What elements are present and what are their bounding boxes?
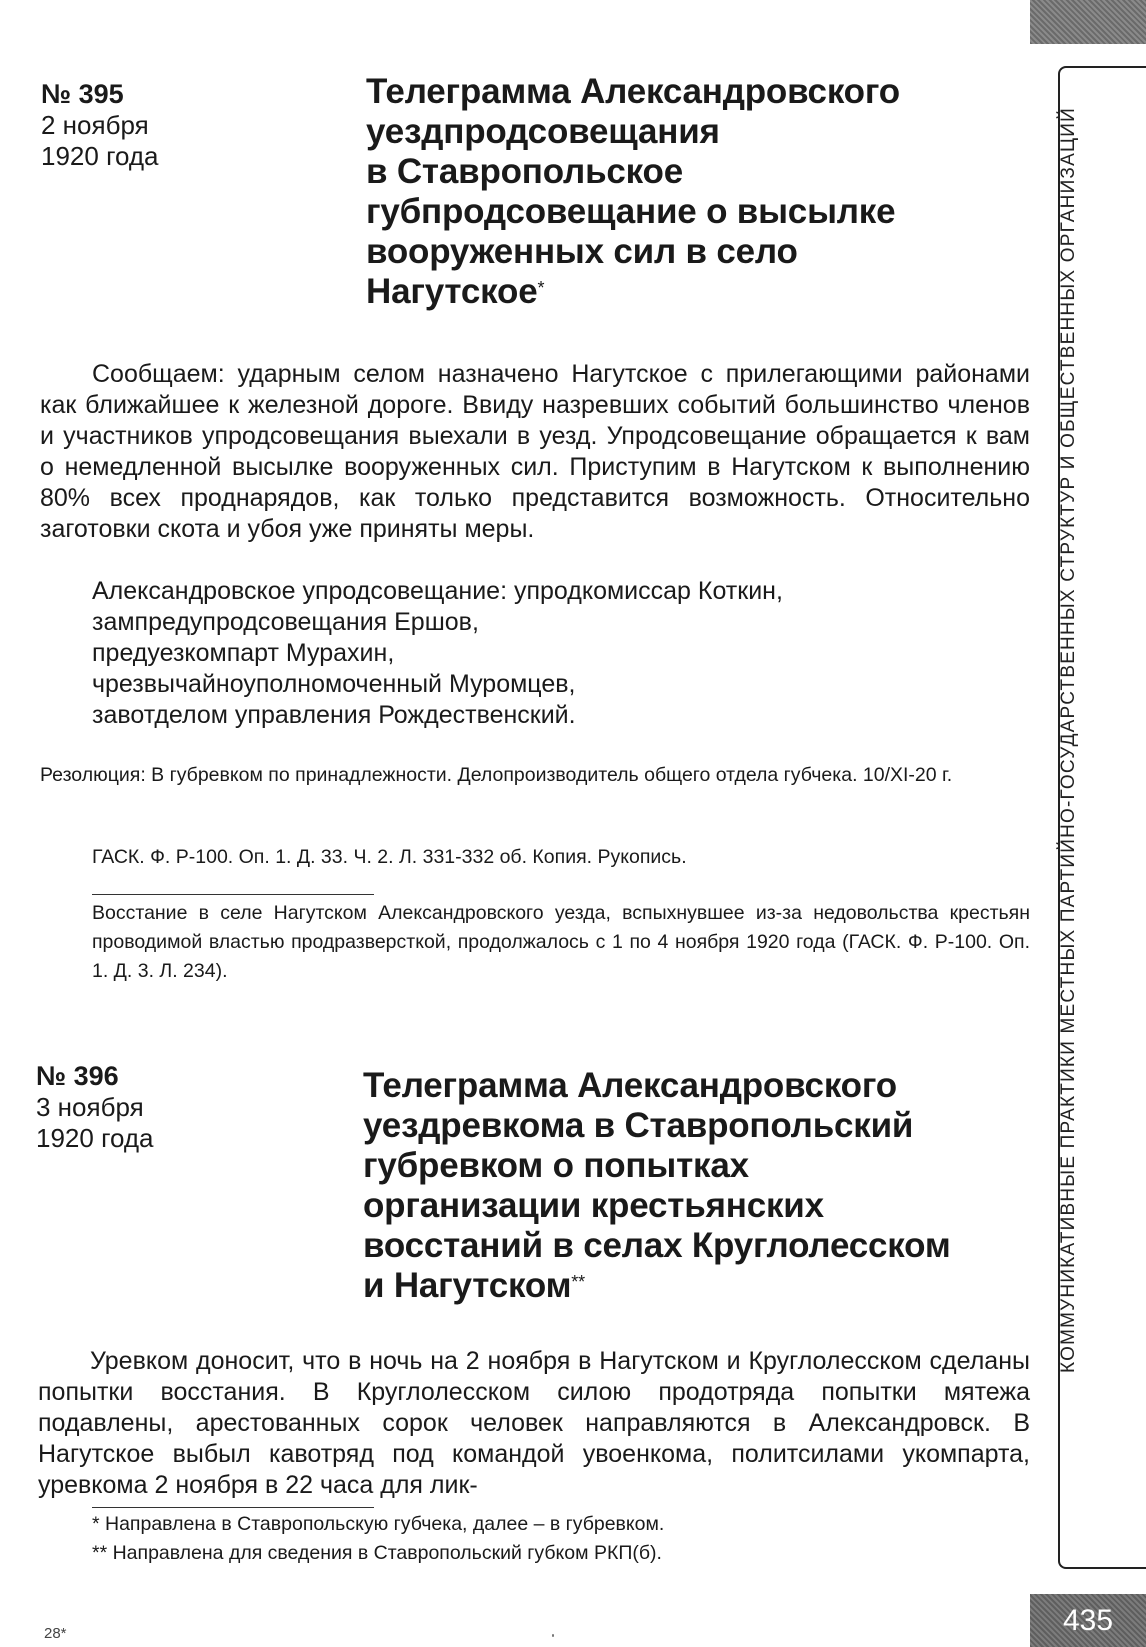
footnote-2: ** Направлена для сведения в Ставропольский губком РКП(б).: [92, 1542, 662, 1564]
doc396-date-year: 1920 года: [36, 1123, 154, 1153]
doc395-date-day: 2 ноября: [41, 110, 149, 140]
doc396-title-line: губревком о попытках: [363, 1146, 749, 1185]
doc395-body: Сообщаем: ударным селом назначено Нагутское с прилегающими районами как ближайшее к железной дороге. Ввиду назревших событий большинство членов и участников упродсовещания выехали в уезд. Упродсовещание обращается к вам о немедленной высылке вооруженных сил. Приступим в Нагутском к выполнению 80% всех проднарядов, как только представится возможность. Относительно заготовки скота и убоя уже приняты меры.: [40, 360, 1030, 543]
doc396-title-line: Телеграмма Александровского: [363, 1066, 897, 1105]
doc396-title-line-last: [363, 1266, 1043, 1306]
footnote-ref-2: **: [571, 1272, 585, 1292]
signature-line: зампредупродсовещания Ершов,: [92, 608, 479, 636]
doc395-title-line: Телеграмма Александровского: [366, 72, 900, 111]
doc396-body: Уревком доносит, что в ночь на 2 ноября в Нагутском и Круглолесском сделаны попытки восстания. В Круглолесском силою продотряда попытки мятежа подавлены, арестованных сорок человек направляются в Александровск. В Нагутское выбыл кавотряд под командой увоенкома, политсилами укомпарта, уревкома 2 ноября в 22 часа для лик-: [38, 1347, 1030, 1499]
page-number: 435: [1062, 1603, 1114, 1637]
doc395-archive-ref: ГАСК. Ф. Р-100. Оп. 1. Д. 33. Ч. 2. Л. 331-332 об. Копия. Рукопись.: [92, 846, 687, 868]
note-divider: [92, 894, 374, 895]
doc395-title-line: вооруженных сил в село: [366, 232, 798, 271]
doc395-note: Восстание в селе Нагутском Александровского уезда, вспыхнувшее из-за недовольства крестьян проводимой властью продразверсткой, продолжалось с 1 по 4 ноября 1920 года (ГАСК. Ф. Р-100. Оп. 1. Д. 3. Л. 234).: [92, 902, 1030, 982]
doc395-date-year: 1920 года: [41, 141, 159, 171]
side-caption-wrap: [1051, 60, 1087, 1420]
side-caption: КОММУНИКАТИВНЫЕ ПРАКТИКИ МЕСТНЫХ ПАРТИЙНО-ГОСУДАРСТВЕННЫХ СТРУКТУР И ОБЩЕСТВЕННЫХ ОРГАНИЗАЦИЙ: [1058, 107, 1079, 1373]
page-number-box: [1030, 1594, 1146, 1647]
doc395-title-line: в Ставропольское: [366, 152, 683, 191]
footnote-divider: [92, 1507, 374, 1508]
doc396-title: [363, 1066, 1043, 1306]
doc395-title-line-last: [366, 272, 1006, 312]
doc395-signatures: [92, 576, 992, 731]
footnote-ref-1: *: [537, 278, 545, 298]
doc396-title-line: восстаний в селах Круглолесском: [363, 1226, 951, 1265]
footnote-1: * Направлена в Ставропольскую губчека, далее – в губревком.: [92, 1513, 665, 1535]
signature-line: Александровское упродсовещание: упродкомиссар Коткин,: [92, 577, 783, 605]
signature-line: предуезкомпарт Мурахин,: [92, 639, 395, 667]
doc396-title-last-text: и Нагутском: [363, 1266, 572, 1305]
doc395-title-line: уездпродсовещания: [366, 112, 720, 151]
doc396-date-day: 3 ноября: [36, 1092, 144, 1122]
signature-mark: 28*: [44, 1625, 67, 1642]
top-right-tab: [1030, 0, 1146, 44]
doc396-title-line: уездревкома в Ставропольский: [363, 1106, 914, 1145]
print-speck: [552, 1634, 554, 1637]
doc396-number: № 396: [36, 1061, 119, 1091]
doc395-title-line: губпродсовещание о высылке: [366, 192, 896, 231]
doc395-title: [366, 72, 1006, 312]
doc395-resolution: Резолюция: В губревком по принадлежности. Делопроизводитель общего отдела губчека. 10/XI-20 г.: [40, 764, 953, 786]
signature-line: чрезвычайноуполномоченный Муромцев,: [92, 670, 576, 698]
doc396-meta: [36, 1060, 296, 1154]
doc395-number: № 395: [41, 79, 124, 109]
signature-line: завотделом управления Рождественский.: [92, 701, 576, 729]
doc395-title-last-text: Нагутское: [366, 272, 538, 311]
doc396-title-line: организации крестьянских: [363, 1186, 824, 1225]
footnotes: [92, 1510, 1022, 1568]
doc395-meta: [41, 78, 301, 172]
